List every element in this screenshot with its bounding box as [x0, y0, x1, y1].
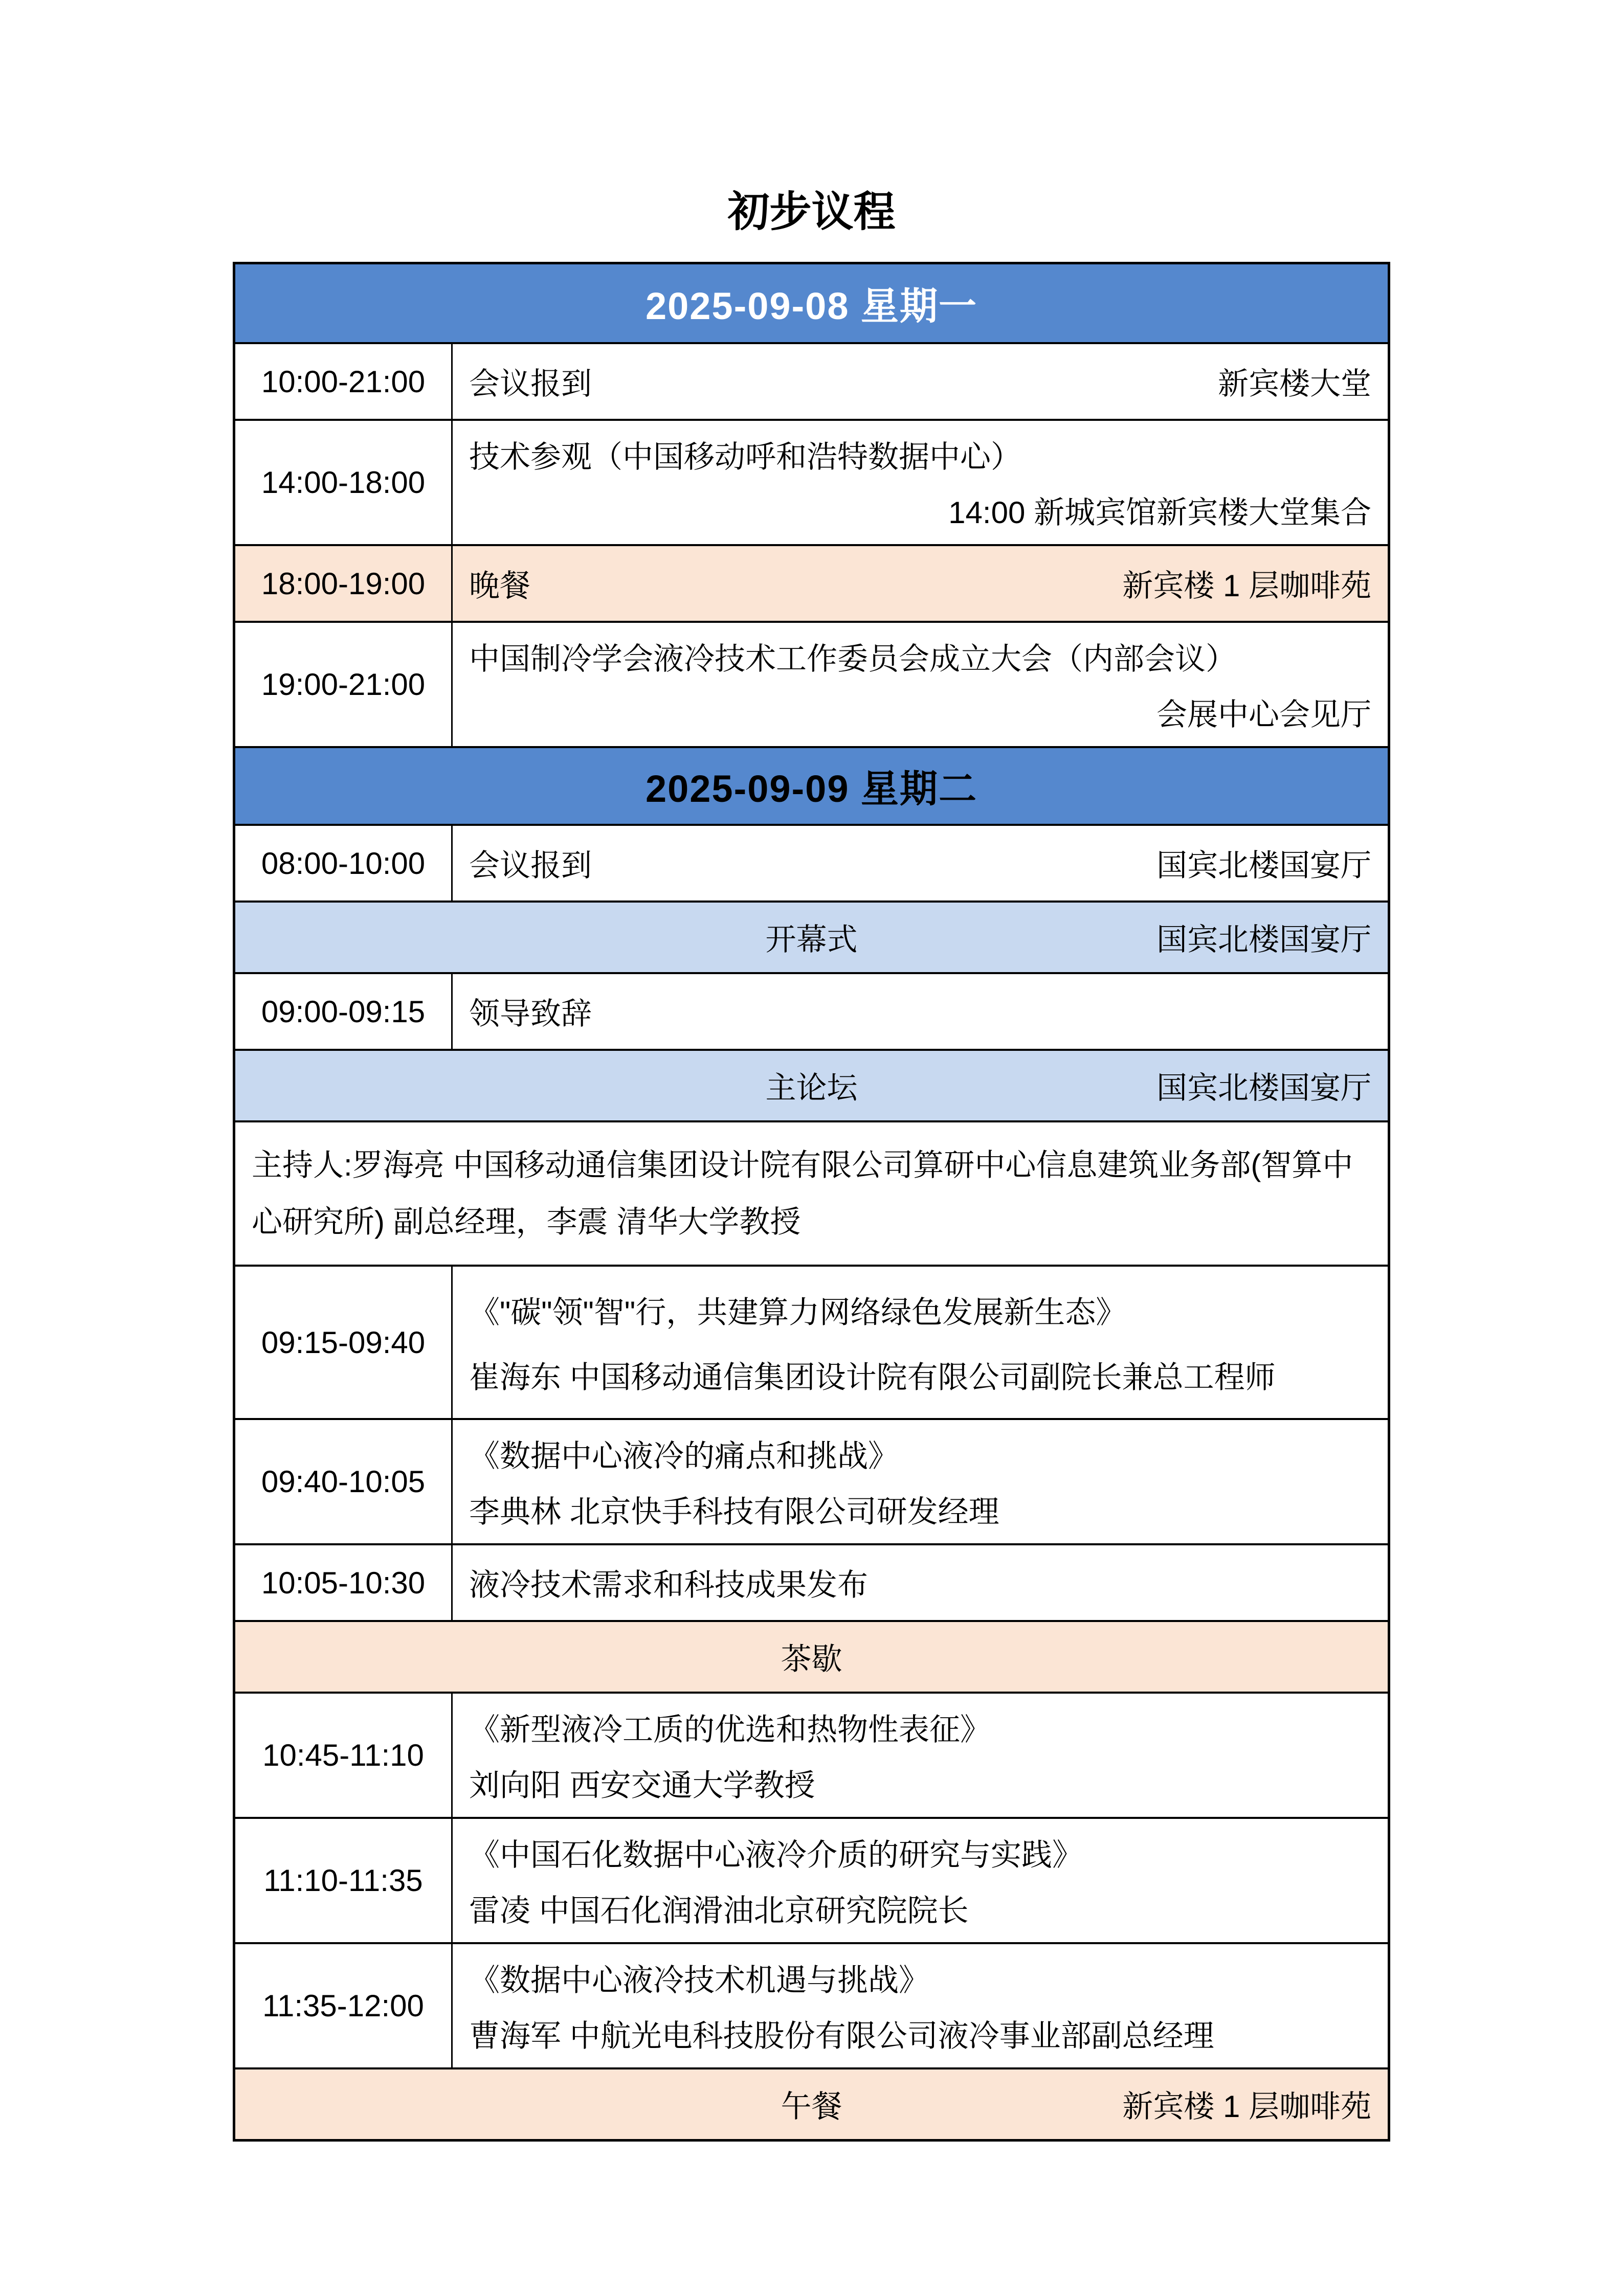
event-speaker: 刘向阳 西安交通大学教授	[469, 1768, 815, 1803]
time-cell: 19:00-21:00	[235, 623, 453, 746]
agenda-row	[235, 419, 1388, 544]
event-cell	[453, 1944, 1388, 2067]
event-cell	[453, 623, 1388, 746]
event-title: 《中国石化数据中心液冷介质的研究与实践》	[469, 1838, 1083, 1873]
event-location: 会展中心会见厅	[1156, 697, 1371, 732]
section-location: 新宾楼 1 层咖啡苑	[1122, 2089, 1371, 2124]
day-header-label: 2025-09-08 星期一	[645, 285, 978, 328]
section-row	[235, 1620, 1388, 1692]
agenda-row	[235, 824, 1388, 901]
section-label: 主论坛	[765, 1071, 858, 1106]
section-location: 国宾北楼国宴厅	[1156, 1071, 1371, 1106]
agenda-row	[235, 1543, 1388, 1620]
event-location: 新宾楼 1 层咖啡苑	[1122, 569, 1371, 603]
time-cell: 11:35-12:00	[235, 1944, 453, 2067]
time-cell: 14:00-18:00	[235, 421, 453, 544]
event-cell	[453, 344, 1388, 419]
time-cell: 11:10-11:35	[235, 1819, 453, 1942]
event-cell	[453, 1819, 1388, 1942]
day-header-row	[235, 746, 1388, 824]
event-title: 晚餐	[469, 569, 530, 603]
event-location: 14:00 新城宾馆新宾楼大堂集合	[948, 496, 1371, 530]
event-speaker: 曹海军 中航光电科技股份有限公司液冷事业部副总经理	[469, 2019, 1214, 2054]
agenda-row	[235, 1817, 1388, 1942]
moderator-text: 主持人:罗海亮 中国移动通信集团设计院有限公司算研中心信息建筑业务部(智算中心研究所) 副总经理，李震 清华大学教授	[252, 1148, 1353, 1240]
section-row	[235, 2067, 1388, 2139]
event-title: 液冷技术需求和科技成果发布	[469, 1568, 868, 1603]
event-cell	[453, 1545, 1388, 1620]
agenda-row	[235, 1265, 1388, 1418]
day-header-label: 2025-09-09 星期二	[645, 768, 978, 811]
event-location: 国宾北楼国宴厅	[1156, 848, 1371, 883]
agenda-row	[235, 621, 1388, 746]
event-location: 新宾楼大堂	[1218, 367, 1371, 401]
agenda-row	[235, 544, 1388, 621]
section-location: 国宾北楼国宴厅	[1156, 922, 1371, 957]
time-cell: 09:00-09:15	[235, 974, 453, 1049]
agenda-row	[235, 342, 1388, 419]
event-speaker: 崔海东 中国移动通信集团设计院有限公司副院长兼总工程师	[469, 1360, 1276, 1394]
event-title: 《数据中心液冷的痛点和挑战》	[469, 1439, 899, 1474]
section-label: 午餐	[781, 2089, 842, 2124]
agenda-row	[235, 1692, 1388, 1817]
agenda-row	[235, 1942, 1388, 2067]
event-cell	[453, 1420, 1388, 1543]
event-speaker: 雷凌 中国石化润滑油北京研究院院长	[469, 1894, 969, 1928]
moderator-row	[235, 1120, 1388, 1265]
section-row	[235, 901, 1388, 972]
time-cell: 10:00-21:00	[235, 344, 453, 419]
time-cell: 09:40-10:05	[235, 1420, 453, 1543]
time-cell: 18:00-19:00	[235, 546, 453, 621]
agenda-table	[233, 262, 1390, 2142]
time-cell: 10:05-10:30	[235, 1545, 453, 1620]
section-row	[235, 1049, 1388, 1120]
event-cell	[453, 421, 1388, 544]
agenda-row	[235, 972, 1388, 1049]
agenda-row	[235, 1418, 1388, 1543]
event-title: 中国制冷学会液冷技术工作委员会成立大会（内部会议）	[469, 642, 1236, 677]
event-title: 《新型液冷工质的优选和热物性表征》	[469, 1713, 991, 1747]
time-cell: 09:15-09:40	[235, 1267, 453, 1418]
time-cell: 10:45-11:10	[235, 1694, 453, 1817]
event-cell	[453, 1694, 1388, 1817]
section-label: 开幕式	[765, 922, 858, 957]
event-title: 《"碳"领"智"行，共建算力网络绿色发展新生态》	[469, 1295, 1127, 1330]
event-cell	[453, 1267, 1388, 1418]
event-title: 领导致辞	[469, 997, 592, 1031]
page-title: 初步议程	[727, 189, 896, 235]
event-cell	[453, 974, 1388, 1049]
day-header-row	[235, 264, 1388, 342]
time-cell: 08:00-10:00	[235, 826, 453, 901]
section-label: 茶歇	[781, 1642, 842, 1677]
event-title: 《数据中心液冷技术机遇与挑战》	[469, 1963, 929, 1998]
event-cell	[453, 826, 1388, 901]
event-title: 技术参观（中国移动呼和浩特数据中心）	[469, 440, 1021, 475]
event-cell	[453, 546, 1388, 621]
event-speaker: 李典林 北京快手科技有限公司研发经理	[469, 1495, 999, 1529]
event-title: 会议报到	[469, 367, 592, 401]
event-title: 会议报到	[469, 848, 592, 883]
